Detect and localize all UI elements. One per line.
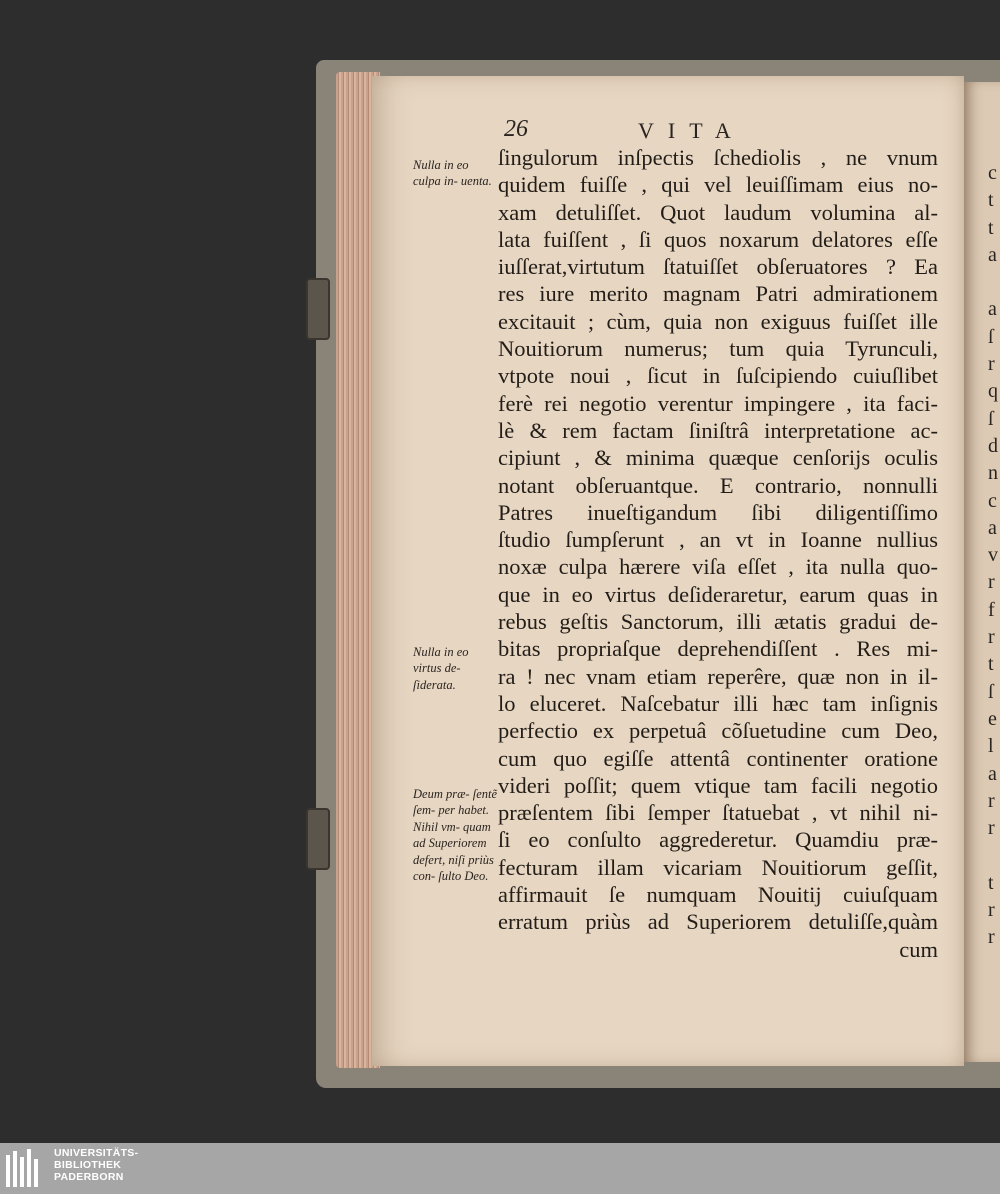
text-line: fecturam illam vicariam Nouitiorum geſſit, [498,854,938,880]
facing-page-letter: v [988,544,998,567]
text-line: iuſſerat,virtutum ſtatuiſſet obſeruatores ? Ea [498,254,938,280]
facing-page-letter: a [988,298,997,321]
text-line: erratum priùs ad Superiorem detuliſſe,quàm [498,909,938,935]
library-footer [0,1143,1000,1194]
facing-page-letter: a [988,516,997,539]
margin-note-1 [413,157,499,190]
text-line: ra ! nec vnam etiam reperêre, quæ non in il- [498,663,938,689]
text-line: præſentem ſibi ſemper ſtatuebat , vt nihil ni- [498,800,938,826]
facing-page-letter: t [988,871,994,894]
text-line: Nouitiorum numerus; tum quia Tyrunculi, [498,336,938,362]
facing-page-letter [988,269,998,296]
facing-page-letter: ſ [988,325,994,348]
library-name-line: PADERBORN [54,1171,124,1183]
book-clasp-lower [306,808,330,870]
text-line: cum quo egiſſe attentâ continenter oratione [498,745,938,771]
facing-page-letter: ſ [988,407,994,430]
margin-note-2 [413,644,499,693]
facing-page-letter: r [988,571,995,594]
facing-page-letter: t [988,189,994,212]
facing-page-letter: r [988,789,995,812]
facing-page-letter: ſ [988,680,994,703]
text-line: que in eo virtus deſideraretur, earum quas in [498,581,938,607]
book-clasp-upper [306,278,330,340]
facing-page-letter: r [988,817,995,840]
library-name [54,1147,138,1183]
text-line: perfectio ex perpetuâ cõſuetudine cum Deo, [498,718,938,744]
text-line: lata fuiſſent , ſi quos noxarum delatores eſſe [498,226,938,252]
text-line: vtpote noui , ſicut in ſuſcipiendo cuiuſlibet [498,363,938,389]
text-line: rebus geſtis Sanctorum, illi ætatis gradui de- [498,609,938,635]
facing-page-letter: e [988,707,997,730]
facing-page-letter: r [988,926,995,949]
margin-note-text: Nulla in eo virtus de- ſiderata. [413,645,469,692]
facing-page-letter: t [988,653,994,676]
facing-page-letter: q [988,380,998,403]
facing-page-letter: l [988,735,994,758]
facing-page-letter: c [988,162,997,184]
text-line: res iure merito magnam Patri admirationem [498,281,938,307]
facing-page-letter: r [988,353,995,376]
library-logo-icon [4,1147,44,1189]
margin-note-3 [413,786,499,884]
text-line: lo eluceret. Naſcebatur illi hæc tam inſignis [498,690,938,716]
text-line: notant obſeruantque. E contrario, nonnulli [498,472,938,498]
text-line: quidem fuiſſe , qui vel leuiſſimam eius no- [498,172,938,198]
facing-page-letter: r [988,899,995,922]
text-line: affirmauit ſe numquam Nouitij cuiuſquam [498,882,938,908]
facing-page-letter: n [988,462,998,485]
body-text [498,144,938,963]
text-line: cipiunt , & minima quæque cenſorijs oculis [498,445,938,471]
margin-note-text: Deum præ- ſentẽ ſem- per habet. Nihil vm- quam ad Superiorem defert, niſi priùs con- ſulto Deo. [413,787,498,884]
text-line: ſingulorum inſpectis ſchediolis , ne vnum [498,145,938,170]
text-line: lè & rem factam ſiniſtrâ interpretatione ac- [498,417,938,443]
facing-page-letter: c [988,489,997,512]
page-number: 26 [504,116,528,142]
text-line: ſi eo conſulto aggrederetur. Quamdiu præ- [498,827,938,853]
facing-page-letter: a [988,243,997,266]
text-line: cum [899,936,938,962]
facing-page-letter: a [988,762,997,785]
text-line: ſtudio ſumpſerunt , an vt in Ioanne nullius [498,527,938,553]
library-name-line: UNIVERSITÄTS- [54,1147,139,1159]
text-line: noxæ culpa hærere viſa eſſet , ita nulla quo- [498,554,938,580]
text-line: videri poſſit; quem vtique tam facili negotio [498,772,938,798]
text-line: excitauit ; cùm, quia non exiguus fuiſſet ille [498,308,938,334]
facing-page-letter: r [988,626,995,649]
facing-page-letter [988,842,998,869]
text-line: ferè rei negotio verentur impingere , ita faci- [498,390,938,416]
running-title: VITA [638,118,745,143]
margin-note-text: Nulla in eo culpa in- uenta. [413,158,492,189]
facing-page-letters [988,160,998,952]
facing-page-letter: d [988,434,998,457]
text-line: xam detuliſſet. Quot laudum volumina al- [498,199,938,225]
text-line: bitas propriaſque deprehendiſſent . Res mi- [498,636,938,662]
facing-page-letter: f [988,598,995,621]
library-name-line: BIBLIOTHEK [54,1159,122,1171]
text-line: Patres inueſtigandum ſibi diligentiſſimo [498,499,938,525]
facing-page-letter: t [988,216,994,239]
